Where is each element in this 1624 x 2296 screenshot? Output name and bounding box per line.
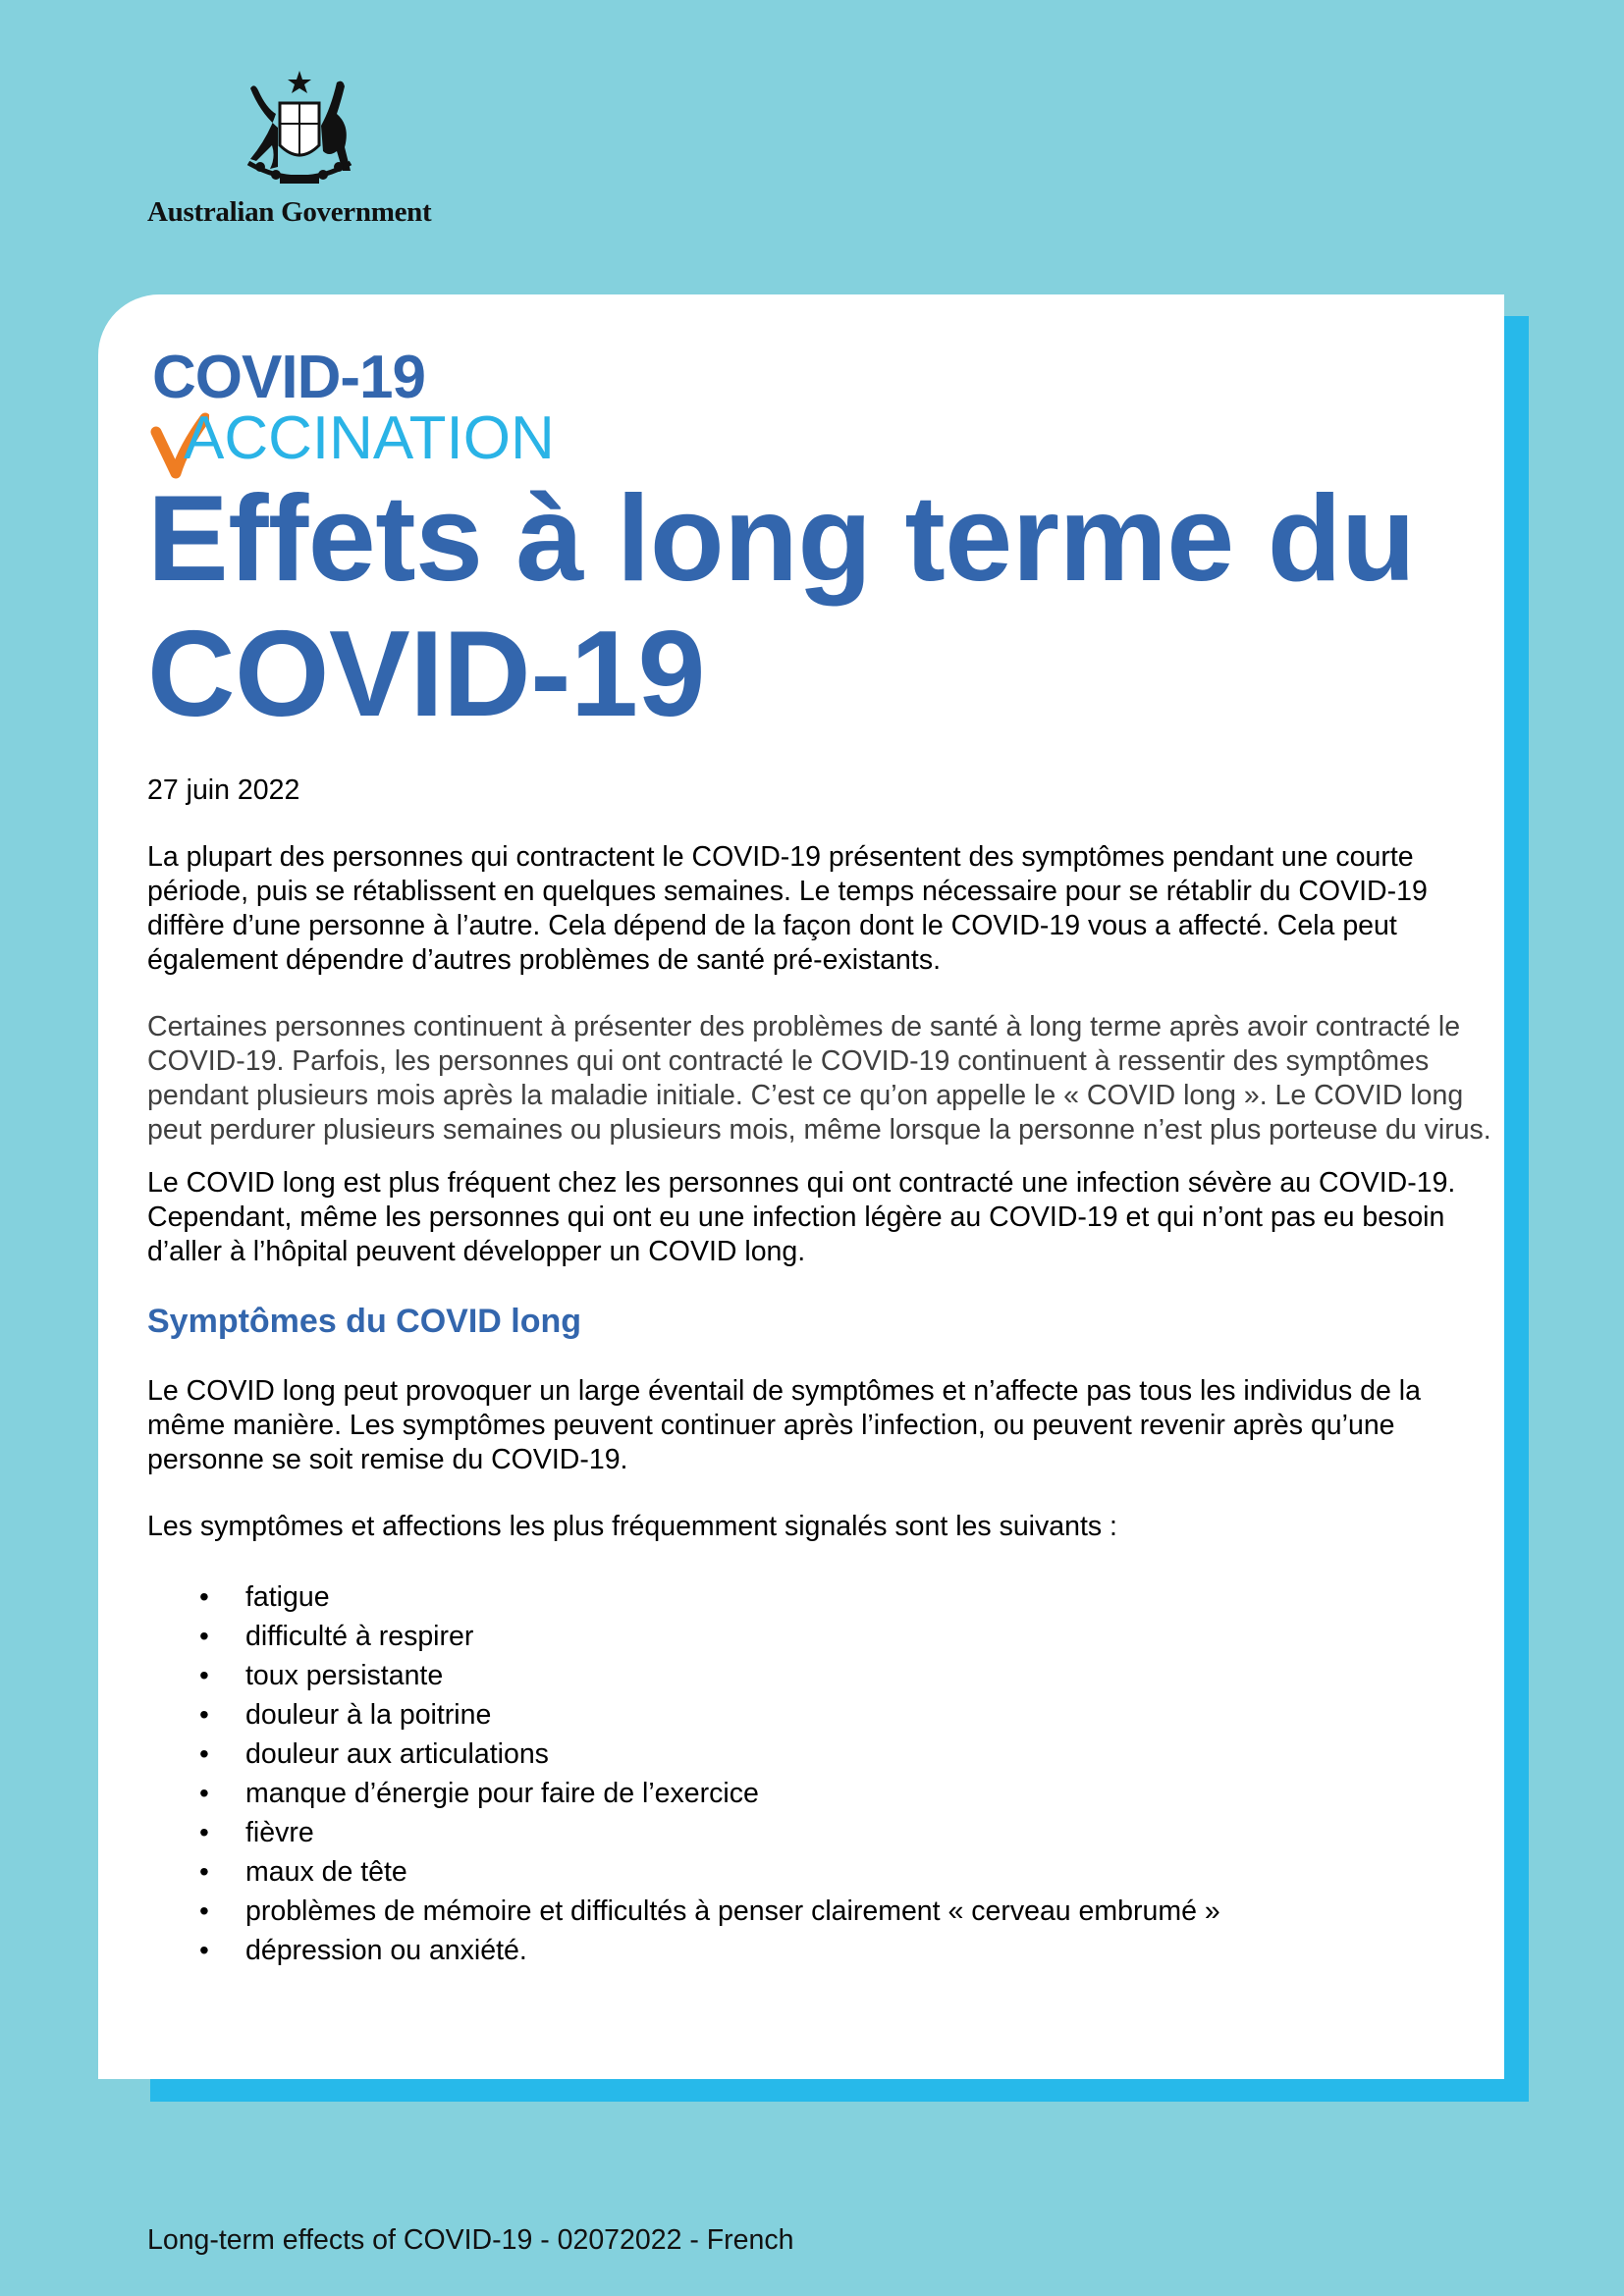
publication-date: 27 juin 2022 <box>147 774 300 806</box>
page-title <box>147 471 1492 742</box>
list-item: • manque d’énergie pour faire de l’exercice <box>147 1774 1492 1813</box>
symptom-list <box>147 1577 1492 1970</box>
list-item: • fièvre <box>147 1813 1492 1852</box>
body-content <box>147 774 1492 1970</box>
section-intro: Le COVID long peut provoquer un large éventail de symptômes et n’affecte pas tous les individus de la même manière. Les symptômes peuvent continuer après l’infection, ou peuvent revenir après qu’une personne se soit remise du COVID-19. <box>147 1375 1421 1475</box>
list-item: • douleur aux articulations <box>147 1735 1492 1774</box>
title-line-1: Effets à long terme du <box>147 471 1416 607</box>
list-item: • fatigue <box>147 1577 1492 1617</box>
list-item: • difficulté à respirer <box>147 1617 1492 1656</box>
covid-vaccination-logo <box>150 344 602 471</box>
title-line-2: COVID-19 <box>147 607 705 742</box>
government-crest <box>147 69 452 236</box>
paragraph-1: La plupart des personnes qui contractent le COVID-19 présentent des symptômes pendant une courte période, puis se rétablissent en quelques semaines. Le temps nécessaire pour se rétablir du COVID-19 diffère d’une personne à l’autre. Cela dépend de la façon dont le COVID-19 vous a affecté. Cela peut également dépendre d’autres problèmes de santé pré-existants. <box>147 841 1428 976</box>
list-item: • problèmes de mémoire et difficultés à penser clairement « cerveau embrumé » <box>147 1892 1492 1931</box>
list-item: • dépression ou anxiété. <box>147 1931 1492 1970</box>
list-item: • maux de tête <box>147 1852 1492 1892</box>
logo-text-covid: COVID-19 <box>152 344 425 411</box>
government-label: Australian Government <box>147 196 432 228</box>
paragraph-2: Certaines personnes continuent à présenter des problèmes de santé à long terme après avoir contracté le COVID-19. Parfois, les personnes qui ont contracté le COVID-19 continuent à ressentir des symptômes pendant plusieurs mois après la maladie initiale. C’est ce qu’on appelle le « COVID long ». Le COVID long peut perdurer plusieurs semaines ou plusieurs mois, même lorsque la personne n’est plus porteuse du virus. <box>147 1011 1491 1146</box>
document-footer: Long-term effects of COVID-19 - 02072022 - French <box>147 2224 794 2256</box>
list-item: • toux persistante <box>147 1656 1492 1695</box>
section-heading: Symptômes du COVID long <box>147 1303 582 1340</box>
list-item: • douleur à la poitrine <box>147 1695 1492 1735</box>
australian-coat-of-arms-icon <box>221 69 378 191</box>
content-card <box>98 294 1504 2079</box>
list-intro: Les symptômes et affections les plus fréquemment signalés sont les suivants : <box>147 1511 1117 1542</box>
logo-text-vaccination: ACCINATION <box>184 404 555 472</box>
paragraph-3: Le COVID long est plus fréquent chez les personnes qui ont contracté une infection sévère au COVID-19. Cependant, même les personnes qui ont eu une infection légère au COVID-19 et qui n’ont pas eu besoin d’aller à l’hôpital peuvent développer un COVID long. <box>147 1167 1456 1267</box>
